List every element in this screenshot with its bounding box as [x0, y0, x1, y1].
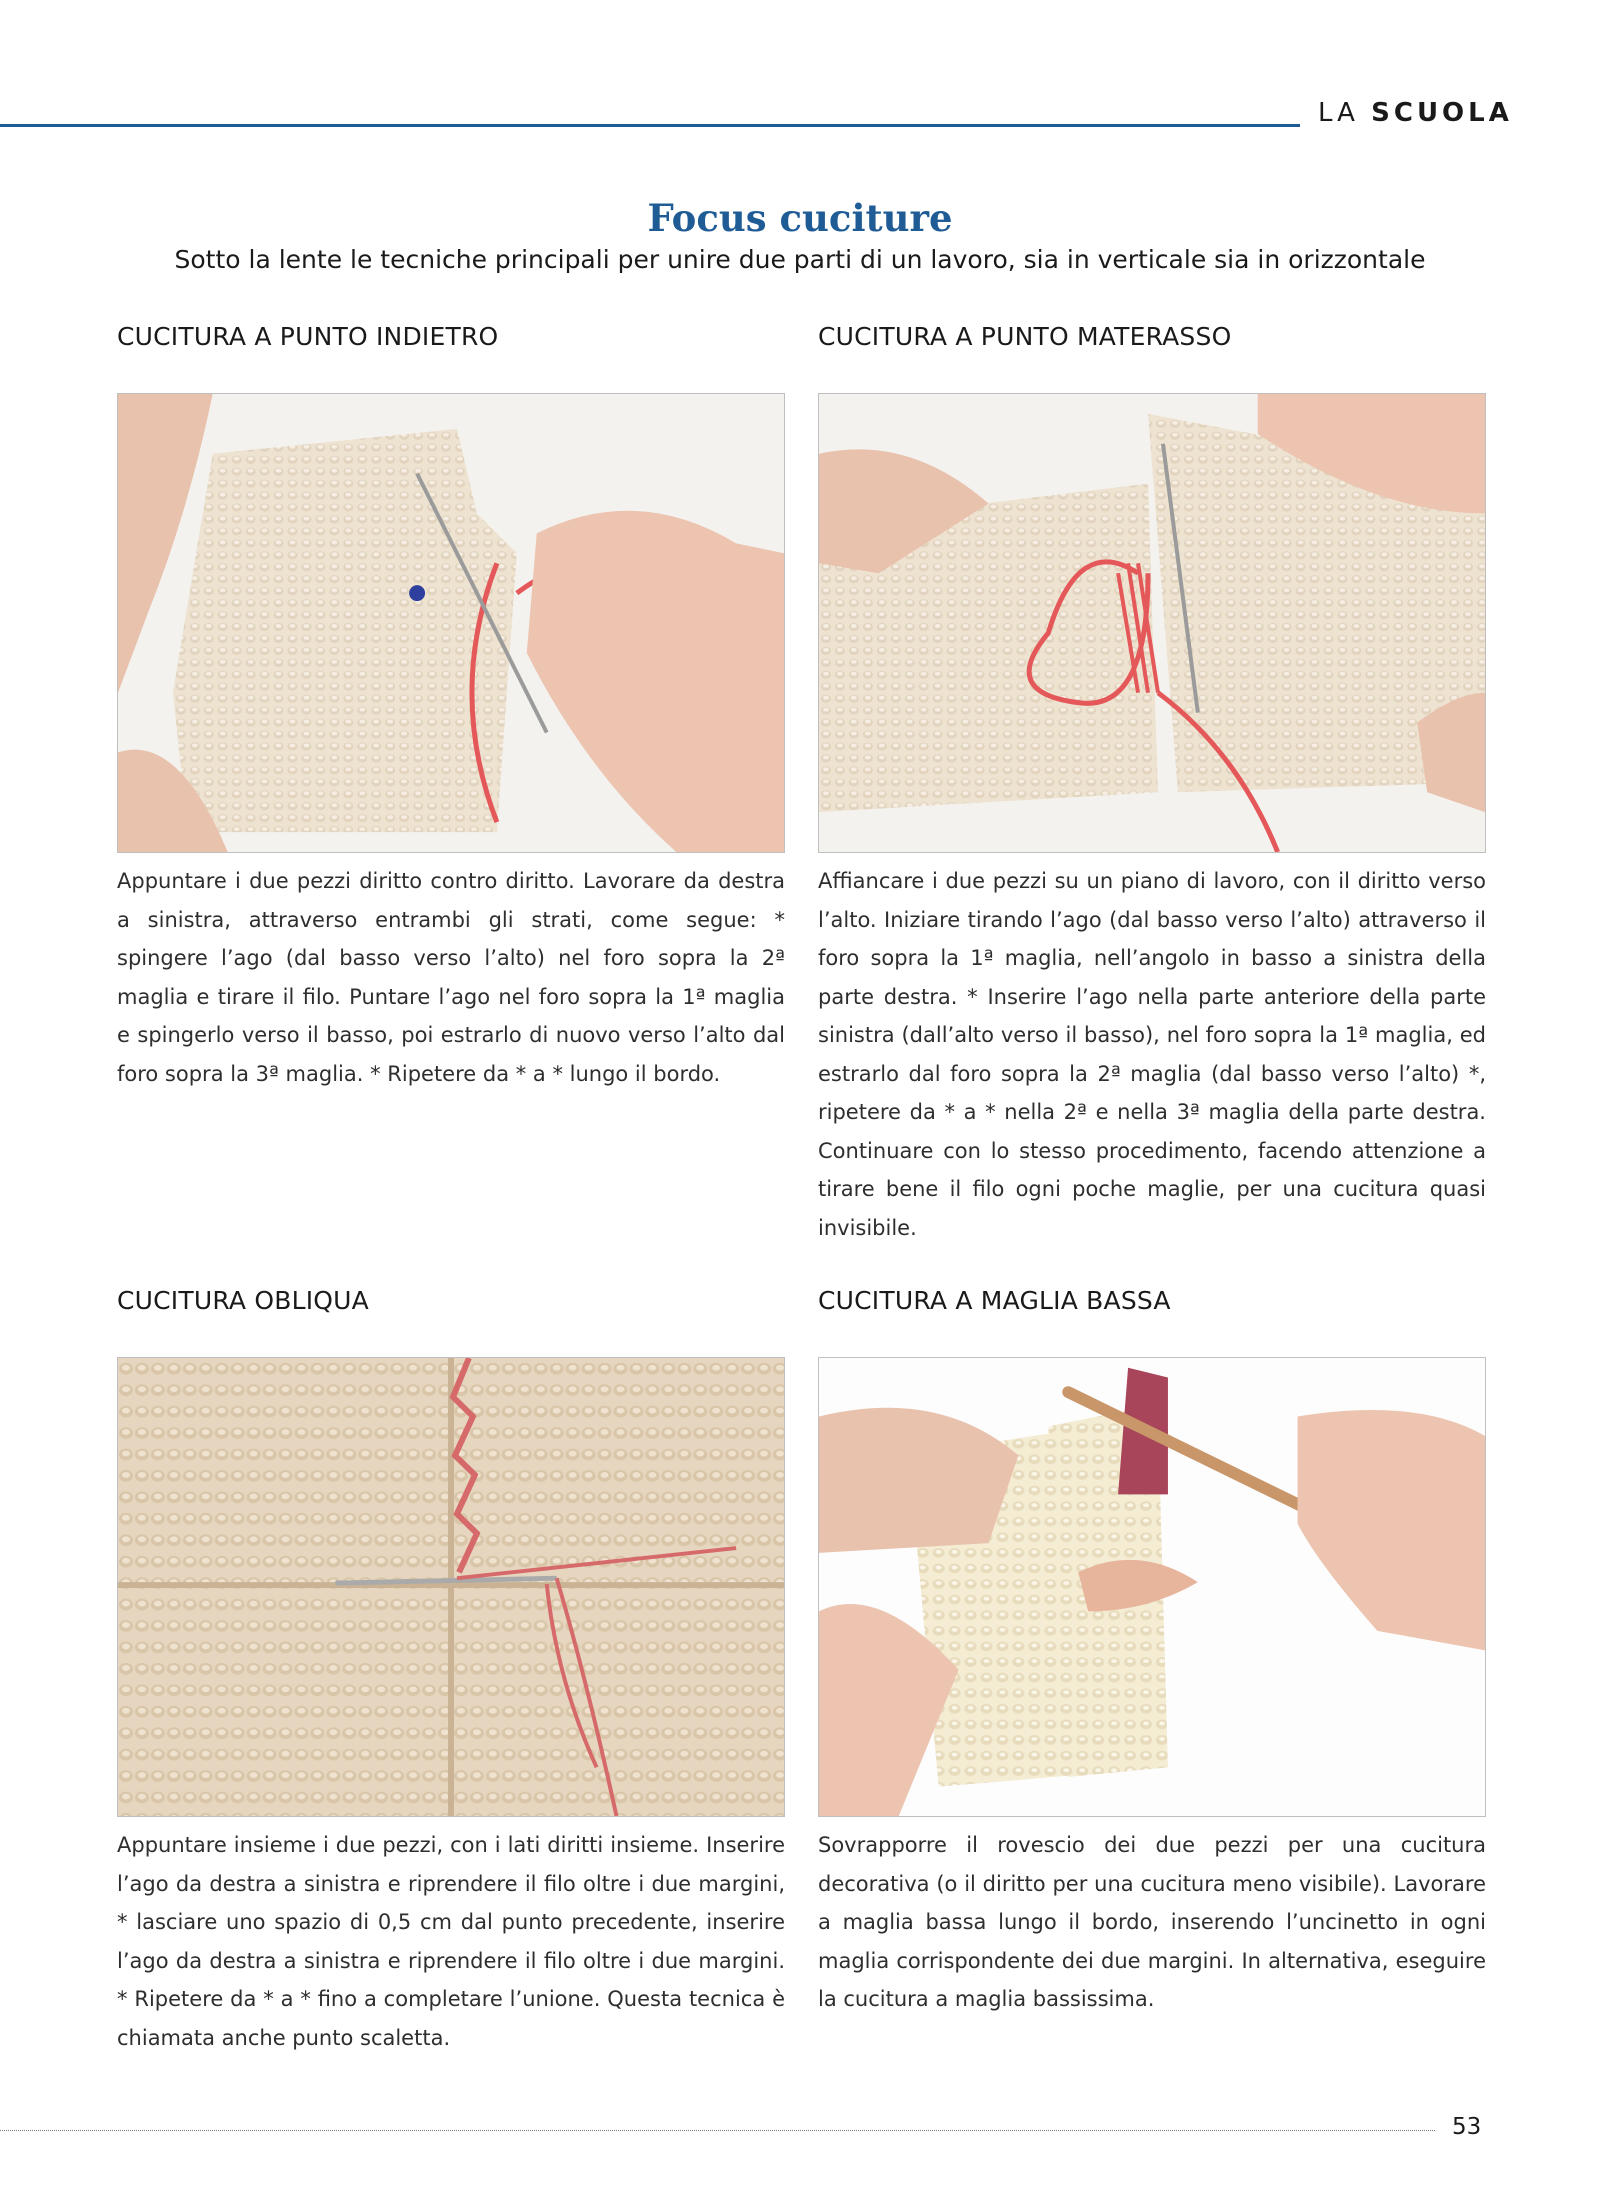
heading-obliqua: CUCITURA OBLIQUA — [117, 1286, 369, 1315]
heading-punto-materasso: CUCITURA A PUNTO MATERASSO — [818, 322, 1232, 351]
page-number: 53 — [1452, 2114, 1482, 2140]
heading-punto-indietro: CUCITURA A PUNTO INDIETRO — [117, 322, 499, 351]
section-label: LA SCUOLA — [1318, 98, 1513, 128]
text-maglia-bassa: Sovrapporre il rovescio dei due pezzi per una cucitura decorativa (o il diritto per una cucitura meno visibile). Lavorare a maglia bassa lungo il bordo, inserendo l’uncinetto in ogni maglia corrispondente dei due margini. In alternativa, eseguire la cucitura a maglia bassissima. — [818, 1833, 1486, 2011]
header-rule — [0, 124, 1300, 127]
text-obliqua: Appuntare insieme i due pezzi, con i lati diritti insieme. Inserire l’ago da destra a sinistra e riprendere il filo oltre i due margini, * lasciare uno spazio di 0,5 cm dal punto precedente, inserire l’ago da destra a sinistra e riprendere il filo oltre i due margini. * Ripetere da * a * fino a completare l’unione. Questa tecnica è chiamata anche punto scaletta. — [117, 1833, 785, 2050]
photo-punto-materasso — [818, 393, 1486, 853]
footer-rule — [0, 2130, 1435, 2131]
photo-punto-indietro — [117, 393, 785, 853]
text-punto-indietro: Appuntare i due pezzi diritto contro diritto. Lavorare da destra a sinistra, attraverso entrambi gli strati, come segue: * spingere l’ago (dal basso verso l’alto) nel foro sopra la 2ª maglia e tirare il filo. Puntare l’ago nel foro sopra la 1ª maglia e spingerlo verso il basso, poi estrarlo di nuovo verso l’alto dal foro sopra la 3ª maglia. * Ripetere da * a * lungo il bordo. — [117, 869, 785, 1086]
page-subtitle: Sotto la lente le tecniche principali per unire due parti di un lavoro, sia in verticale sia in orizzontale — [174, 245, 1426, 274]
photo-obliqua — [117, 1357, 785, 1817]
heading-maglia-bassa: CUCITURA A MAGLIA BASSA — [818, 1286, 1171, 1315]
photo-maglia-bassa — [818, 1357, 1486, 1817]
page-title: Focus cuciture — [647, 196, 953, 240]
text-punto-materasso: Affiancare i due pezzi su un piano di lavoro, con il diritto verso l’alto. Iniziare tirando l’ago (dal basso verso l’alto) attraverso il foro sopra la 1ª maglia, nell’angolo in basso a sinistra della parte destra. * Inserire l’ago nella parte anteriore della parte sinistra (dall’alto verso il basso), nel foro sopra la 1ª maglia, ed estrarlo dal foro sopra la 2ª maglia (dal basso verso l’alto) *, ripetere da * a * nella 2ª e nella 3ª maglia della parte destra. Continuare con lo stesso procedimento, facendo attenzione a tirare bene il filo ogni poche maglie, per una cucitura quasi invisibile. — [818, 869, 1486, 1240]
